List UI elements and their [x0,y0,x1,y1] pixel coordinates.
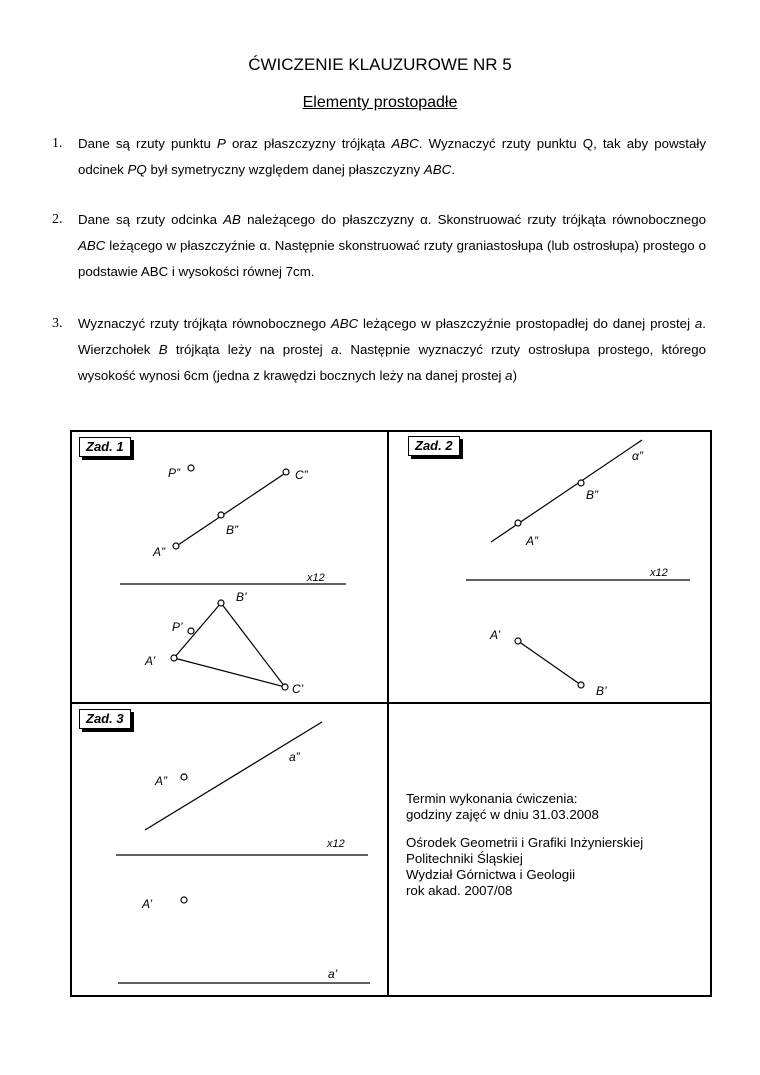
university-line: Politechniki Śląskiej [406,851,523,866]
zad1-tag: Zad. 1 [79,437,131,457]
zad2-point-a1 [515,638,521,644]
zad2-label-b1: B’ [596,684,607,698]
zad1-label-b2: B” [226,523,238,537]
zad3-point-a2 [181,774,187,780]
zad1-point-c2 [283,469,289,475]
zad2-point-a2 [515,520,521,526]
task-number: 1. [52,136,63,151]
zad1-label-c2: C” [295,468,308,482]
zad1-label-a2: A” [153,545,165,559]
deadline-label: Termin wykonania ćwiczenia: [406,791,578,806]
zad1-label-p2: P” [168,466,180,480]
zad3-label-a1-point: A’ [142,897,153,911]
zad3-line-a-front [145,722,322,830]
info-block [406,791,643,899]
task-3 [52,311,706,389]
academic-year-line: rok akad. 2007/08 [406,883,513,898]
zad1-point-b2 [218,512,224,518]
zad2-tag: Zad. 2 [408,436,460,456]
zad1-point-a2 [173,543,179,549]
zad3-label-a1-line: a’ [328,967,338,981]
zad2-point-b1 [578,682,584,688]
zad1-point-c1 [282,684,288,690]
zad1-label-b1: B’ [236,590,247,604]
zad3-label-a2-line: a” [289,750,300,764]
deadline-date: godziny zajęć w dniu 31.03.2008 [406,807,599,822]
task-number: 3. [52,316,63,331]
zad1-label-p1: P’ [172,620,183,634]
zad3-point-a1 [181,897,187,903]
zad3-label-a2-point: A” [155,774,167,788]
drawing-canvas [70,430,712,997]
task-text: Dane są rzuty punktu P oraz płaszczyzny trójkąta ABC. Wyznaczyć rzuty punktu Q, tak aby powstały odcinek PQ był symetryczny względem danej płaszczyzny ABC. [78,136,706,177]
zad1-label-x12: x12 [307,572,325,584]
task-text: Dane są rzuty odcinka AB należącego do płaszczyzny α. Skonstruować rzuty trójkąta równobocznego ABC leżącego w płaszczyźnie α. Następnie skonstruować rzuty graniastosłupa (lub ostrosłupa) prostego o podstawie ABC i wysokości równej 7cm. [78,212,706,279]
institution-line: Ośrodek Geometrii i Grafiki Inżynierskiej [406,835,644,850]
frame-border [71,431,711,996]
zad2-label-a1: A’ [490,628,501,642]
zad2-label-a2: A” [526,534,538,548]
zad2-label-alpha2: α” [632,449,643,463]
zad2-plane-alpha-trace [491,440,642,542]
zad2-point-b2 [578,480,584,486]
zad1-point-p1 [188,628,194,634]
task-number: 2. [52,212,63,227]
zad2-label-x12: x12 [650,567,668,579]
zad2-segment-ab-top [518,641,581,685]
zad1-point-p2 [188,465,194,471]
faculty-line: Wydział Górnictwa i Geologii [406,867,576,882]
task-text: Wyznaczyć rzuty trójkąta równobocznego ABC leżącego w płaszczyźnie prostopadłej do danej prostej a. Wierzchołek B trójkąta leży na prostej a. Następnie wyznaczyć rzuty ostrosłupa prostego, którego wysokość wynosi 6cm (jedna z krawędzi bocznych leży na danej prostej a) [78,316,706,383]
page-subtitle: Elementy prostopadłe [302,94,458,111]
zad1-label-c1: C’ [292,682,304,696]
task-2 [52,207,706,285]
exercise-sheet [70,430,712,997]
zad1-triangle-top-view [174,603,285,687]
zad2-label-b2: B” [586,488,598,502]
zad1-point-b1 [218,600,224,606]
zad1-label-a1: A’ [145,654,156,668]
zad1-point-a1 [171,655,177,661]
task-1 [52,131,706,183]
page-title: ĆWICZENIE KLAUZUROWE NR 5 [248,55,512,74]
zad3-label-x12: x12 [327,838,345,850]
zad3-tag: Zad. 3 [79,709,131,729]
